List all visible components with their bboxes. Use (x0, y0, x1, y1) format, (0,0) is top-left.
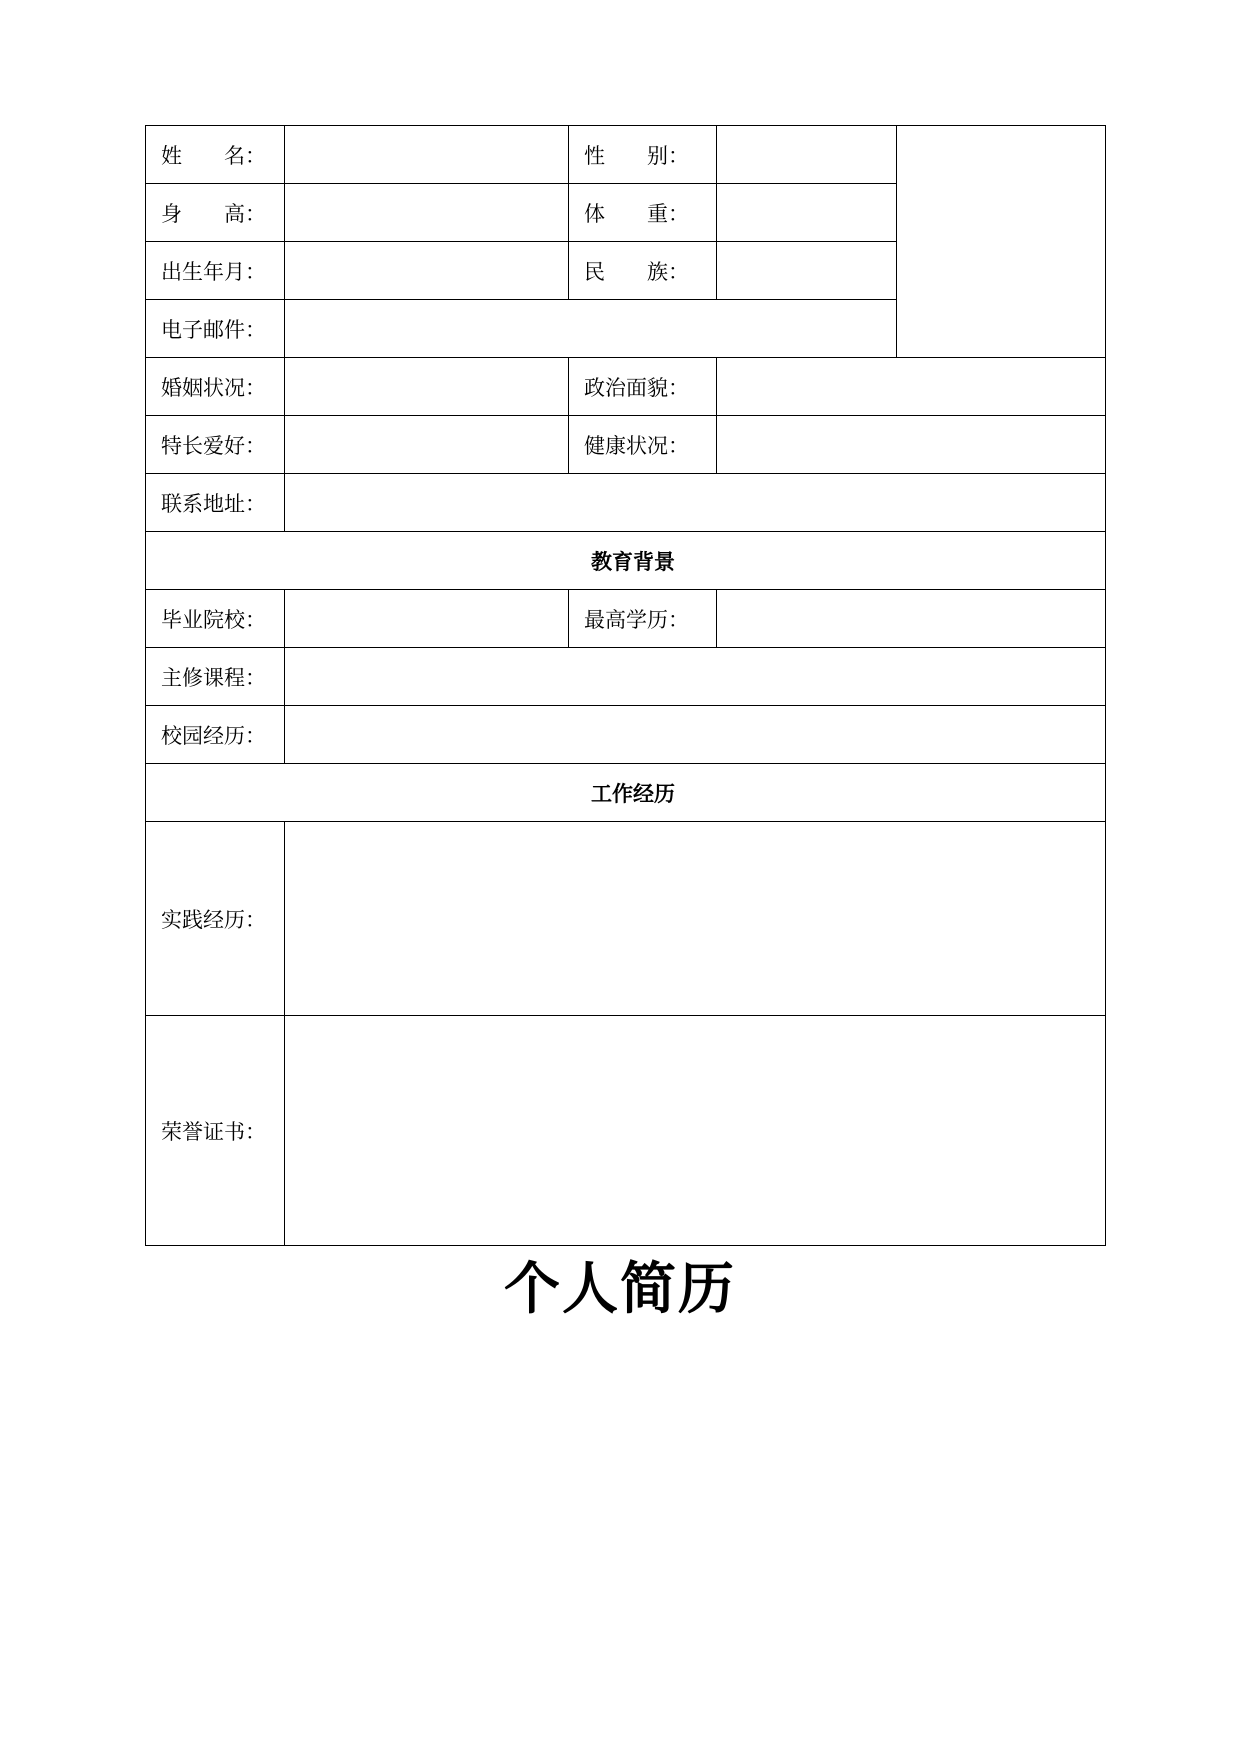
marital-value-cell[interactable] (285, 358, 569, 416)
political-label: 政治面貌： (569, 358, 717, 416)
campus-label: 校园经历： (146, 706, 285, 764)
weight-value-cell[interactable] (717, 184, 897, 242)
name-value-cell[interactable] (285, 126, 569, 184)
marital-label: 婚姻状况： (146, 358, 285, 416)
honors-label: 荣誉证书： (146, 1016, 285, 1246)
birth-value-cell[interactable] (285, 242, 569, 300)
photo-cell[interactable] (897, 126, 1106, 358)
degree-label: 最高学历： (569, 590, 717, 648)
ethnicity-value-cell[interactable] (717, 242, 897, 300)
email-label: 电子邮件： (146, 300, 285, 358)
weight-label: 体 重： (569, 184, 717, 242)
practice-value-cell[interactable] (285, 822, 1106, 1016)
health-label: 健康状况： (569, 416, 717, 474)
height-value-cell[interactable] (285, 184, 569, 242)
table-row (146, 474, 1106, 532)
degree-value-cell[interactable] (717, 590, 1106, 648)
work-section-header: 工作经历 (146, 764, 1106, 822)
table-row (146, 590, 1106, 648)
table-row (146, 822, 1106, 1016)
courses-value-cell[interactable] (285, 648, 1106, 706)
table-row (146, 358, 1106, 416)
gender-value-cell[interactable] (717, 126, 897, 184)
ethnicity-label: 民 族： (569, 242, 717, 300)
honors-value-cell[interactable] (285, 1016, 1106, 1246)
resume-table (145, 125, 1106, 1246)
practice-label: 实践经历： (146, 822, 285, 1016)
campus-value-cell[interactable] (285, 706, 1106, 764)
birth-label: 出生年月： (146, 242, 285, 300)
table-row (146, 126, 1106, 184)
hobbies-label: 特长爱好： (146, 416, 285, 474)
table-row (146, 532, 1106, 590)
email-value-cell[interactable] (285, 300, 897, 358)
address-label: 联系地址： (146, 474, 285, 532)
table-row (146, 1016, 1106, 1246)
health-value-cell[interactable] (717, 416, 1106, 474)
table-row (146, 648, 1106, 706)
table-row (146, 706, 1106, 764)
school-label: 毕业院校： (146, 590, 285, 648)
table-row (146, 416, 1106, 474)
hobbies-value-cell[interactable] (285, 416, 569, 474)
education-section-header: 教育背景 (146, 532, 1106, 590)
height-label: 身 高： (146, 184, 285, 242)
page-title: 个人简历 (504, 1256, 736, 1322)
political-value-cell[interactable] (717, 358, 1106, 416)
name-label: 姓 名： (146, 126, 285, 184)
table-row (146, 764, 1106, 822)
gender-label: 性 别： (569, 126, 717, 184)
courses-label: 主修课程： (146, 648, 285, 706)
school-value-cell[interactable] (285, 590, 569, 648)
address-value-cell[interactable] (285, 474, 1106, 532)
